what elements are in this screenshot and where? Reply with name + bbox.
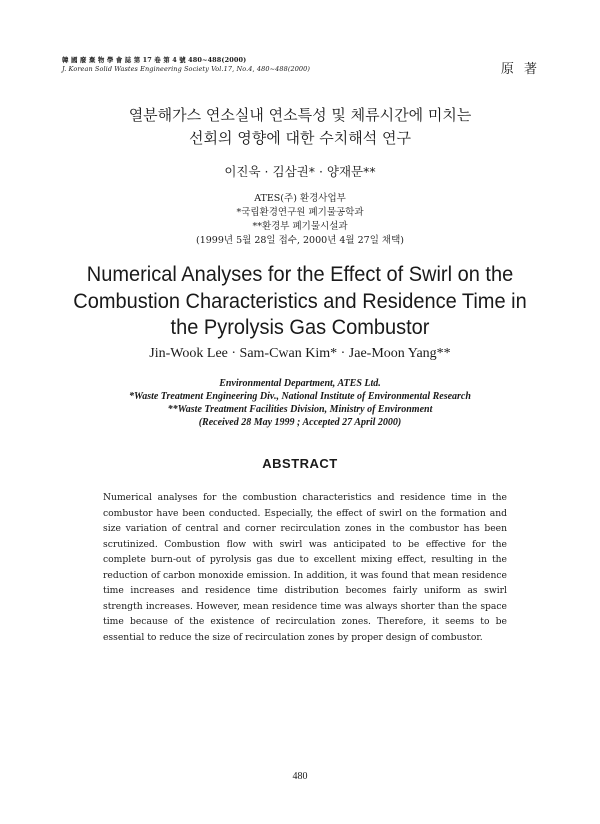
korean-affiliations — [0, 192, 600, 248]
abstract-line: scrutinized. Combustion flow with swirl was anticipated to be effective for the — [103, 538, 507, 550]
abstract-line: Numerical analyses for the combustion characteristics and residence time in the — [103, 492, 507, 503]
korean-title — [0, 104, 600, 150]
english-title-line: the Pyrolysis Gas Combustor — [170, 315, 430, 339]
abstract-heading: ABSTRACT — [262, 456, 338, 471]
english-affiliation: **Waste Treatment Facilities Division, Ministry of Environment — [167, 404, 433, 415]
english-authors: Jin-Wook Lee · Sam-Cwan Kim* · Jae-Moon Yang** — [149, 346, 451, 361]
english-title-line: Combustion Characteristics and Residence Time in — [73, 288, 527, 313]
korean-authors: 이진욱 · 김삼권* · 양재문** — [224, 164, 376, 179]
article-type-label: 原 著 — [500, 62, 540, 77]
korean-title-line: 열분해가스 연소실내 연소특성 및 체류시간에 미치는 — [128, 106, 472, 124]
abstract-line: combustor have been conducted. Especially, the effect of swirl on the formation and — [103, 507, 507, 519]
abstract-line: reduction of carbon monoxide emission. In addition, it was found that mean residence — [103, 569, 507, 581]
english-affiliations — [0, 377, 600, 429]
page-number: 480 — [292, 771, 308, 782]
korean-affiliation: ATES(주) 환경사업부 — [254, 193, 346, 204]
english-received-date: (Received 28 May 1999 ; Accepted 27 April 2000) — [198, 417, 402, 428]
abstract-line: time because of the existence of recirculation zones. Therefore, it seems to be — [103, 616, 507, 628]
english-title-line: Numerical Analyses for the Effect of Swirl on the — [86, 262, 514, 286]
korean-received-date: (1999년 5월 28일 접수, 2000년 4월 27일 채택) — [196, 235, 404, 246]
korean-affiliation: *국립환경연구원 폐기물공학과 — [236, 207, 364, 218]
abstract-line: essential to reduce the size of recirculation zones by proper design of combustor. — [103, 631, 483, 643]
korean-title-line: 선회의 영향에 대한 수치해석 연구 — [189, 129, 411, 147]
english-title — [21, 261, 579, 341]
english-affiliation: Environmental Department, ATES Ltd. — [219, 378, 381, 389]
abstract-body — [103, 490, 507, 645]
abstract-line: time increases and residence time distribution becomes fairly uniform as swirl — [103, 585, 507, 597]
journal-header — [62, 56, 362, 74]
abstract-line: size variation of central and corner recirculation zones in the combustor has been — [103, 523, 507, 535]
abstract-line: complete burn-out of pyrolysis gas due to excellent mixing effect, resulting in the — [103, 554, 507, 566]
journal-header-korean: 韓 國 廢 棄 物 學 會 誌 第 17 卷 第 4 號 480~488(2000) — [62, 56, 247, 64]
abstract-line: strength increases. However, mean residence time was always shorter than the space — [103, 600, 507, 612]
english-affiliation: *Waste Treatment Engineering Div., National Institute of Environmental Research — [129, 391, 471, 402]
journal-header-english: J. Korean Solid Wastes Engineering Society Vol.17, No.4, 480~488(2000) — [62, 65, 311, 73]
korean-affiliation: **환경부 폐기물시설과 — [252, 221, 348, 232]
